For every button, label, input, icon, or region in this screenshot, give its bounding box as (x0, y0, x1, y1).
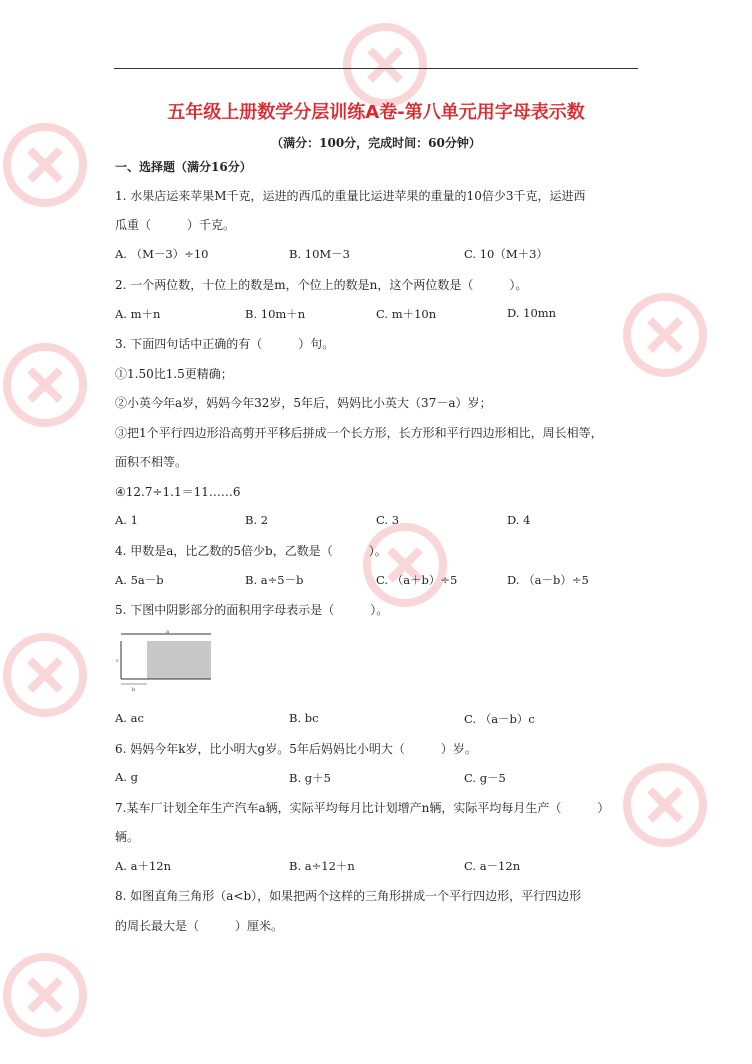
question-7-option-b: B. a÷12＋n (289, 859, 355, 873)
question-3-line-1: 3. 下面四句话中正确的有（ ）句。 (115, 337, 335, 351)
question-7-option-c: C. a－12n (464, 859, 521, 873)
question-3-line-6: ④12.7÷1.1＝11……6 (115, 485, 241, 499)
question-3-line-2: ①1.50比1.5更精确； (115, 367, 233, 381)
question-1-option-c: C. 10（M＋3） (464, 247, 548, 261)
question-4-option-c: C. （a＋b）÷5 (376, 573, 458, 587)
question-4-option-a: A. 5a－b (115, 573, 164, 587)
question-8-line-1: 8. 如图直角三角形（a<b），如果把两个这样的三角形拼成一个平行四边形，平行四边形 (115, 889, 582, 903)
page-subtitle: （满分：100分，完成时间：60分钟） (271, 136, 481, 150)
watermark-logo-icon (340, 20, 430, 110)
figure-shaded-region (147, 641, 211, 679)
question-6-option-c: C. g－5 (464, 771, 506, 785)
question-2-option-a: A. m＋n (115, 307, 161, 321)
question-5-figure (115, 628, 225, 694)
question-3-option-a: A. 1 (115, 513, 138, 527)
question-1-option-a: A. （M－3）÷10 (115, 247, 209, 261)
question-2-option-c: C. m＋10n (376, 307, 437, 321)
question-3-line-5: 面积不相等。 (115, 455, 188, 469)
question-3-line-3: ②小英今年a岁，妈妈今年32岁，5年后，妈妈比小英大（37－a）岁； (115, 396, 492, 410)
figure-label-a: a (166, 629, 169, 635)
header-rule (114, 68, 638, 69)
question-7-line-2: 辆。 (115, 830, 140, 844)
question-8-line-2: 的周长最大是（ ）厘米。 (115, 919, 284, 933)
question-6-option-b: B. g＋5 (289, 771, 331, 785)
watermark-logo-icon (620, 760, 710, 850)
watermark-logo-icon (360, 520, 450, 610)
question-2-line-1: 2. 一个两位数，十位上的数是m，个位上的数是n，这个两位数是（ ）。 (115, 278, 528, 292)
question-1-option-b: B. 10M－3 (289, 247, 350, 261)
question-3-option-b: B. 2 (245, 513, 269, 527)
section-heading: 一、选择题（满分16分） (115, 160, 252, 174)
figure-label-b: b (132, 687, 136, 693)
question-5-option-a: A. ac (115, 711, 144, 725)
question-5-line-1: 5. 下图中阴影部分的面积用字母表示是（ ）。 (115, 603, 389, 617)
question-7-line-1: 7.某车厂计划全年生产汽车a辆，实际平均每月比计划增产n辆，实际平均每月生产（ ） (115, 801, 610, 815)
question-3-line-4: ③把1个平行四边形沿高剪开平移后拼成一个长方形，长方形和平行四边形相比，周长相等， (115, 426, 603, 440)
watermark-logo-icon (0, 630, 90, 720)
question-1-line-1: 1. 水果店运来苹果M千克，运进的西瓜的重量比运进苹果的重量的10倍少3千克，运进西 (115, 189, 586, 203)
question-3-option-d: D. 4 (507, 513, 531, 527)
question-6-option-a: A. g (115, 770, 138, 784)
question-2-option-d: D. 10mn (507, 306, 557, 320)
question-5-option-c: C. （a－b）c (464, 712, 535, 726)
watermark-logo-icon (0, 950, 90, 1040)
page-title: 五年级上册数学分层训练A卷-第八单元用字母表示数 (167, 102, 585, 123)
question-1-line-2: 瓜重（ ）千克。 (115, 218, 236, 232)
question-4-option-b: B. a÷5－b (245, 573, 304, 587)
watermark-logo-icon (620, 290, 710, 380)
question-5-option-b: B. bc (289, 711, 319, 725)
question-4-option-d: D. （a－b）÷5 (507, 573, 589, 587)
question-3-option-c: C. 3 (376, 513, 400, 527)
question-4-line-1: 4. 甲数是a，比乙数的5倍少b，乙数是（ ）。 (115, 544, 387, 558)
question-2-option-b: B. 10m＋n (245, 307, 306, 321)
figure-label-c: c (116, 658, 119, 664)
question-6-line-1: 6. 妈妈今年k岁，比小明大g岁。5年后妈妈比小明大（ ）岁。 (115, 742, 477, 756)
watermark-logo-icon (0, 340, 90, 430)
question-7-option-a: A. a＋12n (115, 859, 172, 873)
